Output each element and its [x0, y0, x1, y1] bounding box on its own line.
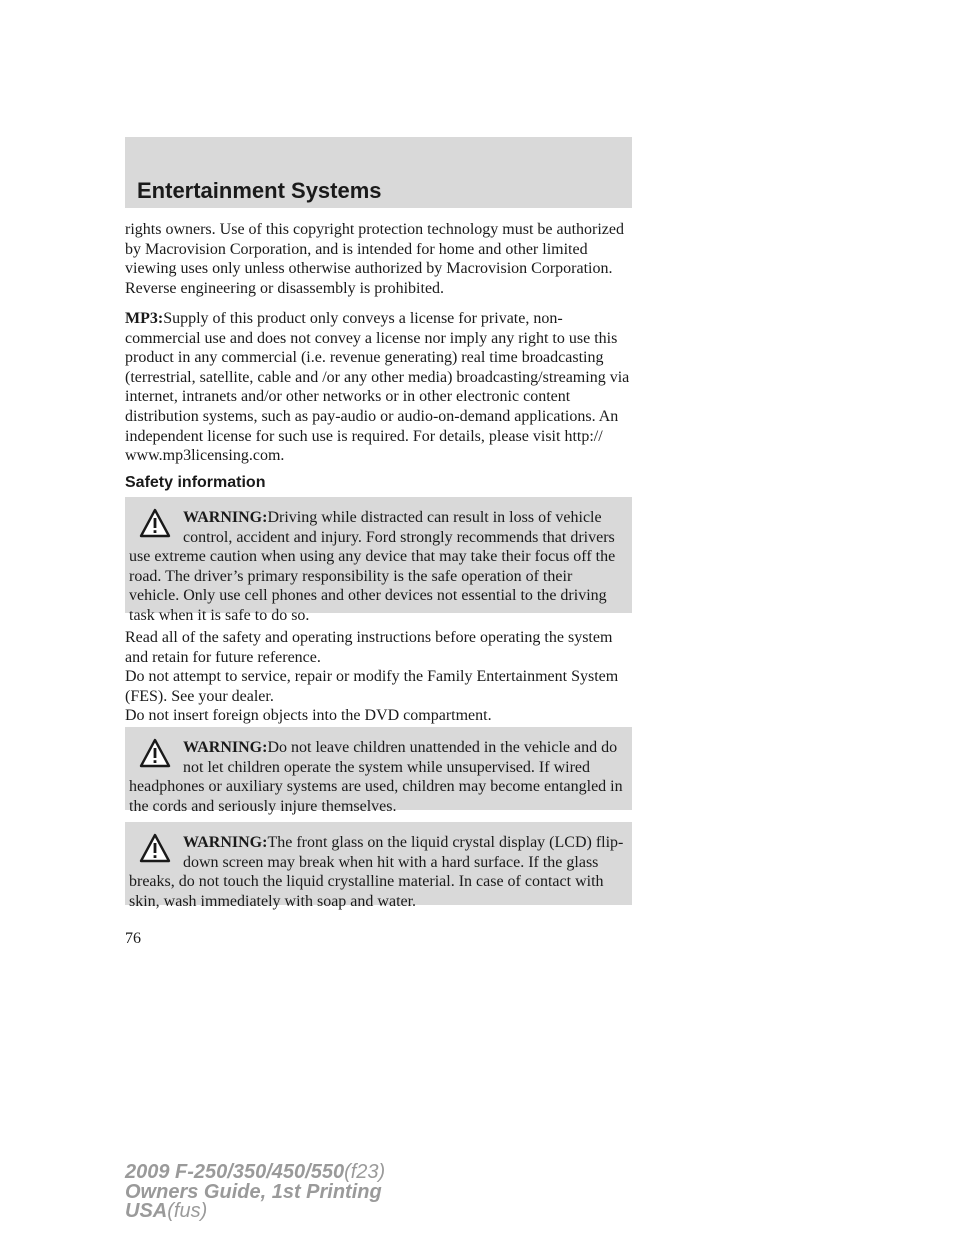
mp3-text: Supply of this product only conveys a license for private, non-commercial use and does not convey a license nor imply any right to use this product in any commercial (i.e. revenue generating) real time broadcasting (terrestrial, satellite, cable and /or any other media) broadcasting/streaming via internet, intranets and/or other networks or in other electronic content distribution systems, such as pay-audio or audio-on-demand applications. An independent license for such use is required. For details, please visit http:// www.mp3licensing.com. — [125, 310, 630, 465]
warning-box-distraction — [125, 497, 632, 624]
warning-text: Do not leave children unattended in the vehicle and do not let children operate the system while unsupervised. If wired headphones or auxiliary systems are used, children may become entangled in the cords and seriously injure themselves. — [129, 739, 623, 815]
warning-lead: WARNING: — [183, 834, 268, 851]
warning-text: The front glass on the liquid crystal display (LCD) flip-down screen may break when hit with a hard surface. If the glass breaks, do not touch the liquid crystalline material. In case of contact with skin, wash immediately with soap and water. — [129, 834, 624, 910]
footer-market-code: (fus) — [167, 1200, 208, 1222]
footer-model-code: (f23) — [344, 1161, 386, 1183]
warning-lead: WARNING: — [183, 739, 268, 756]
mp3-paragraph — [125, 309, 635, 466]
safety-heading: Safety information — [125, 474, 266, 491]
warning-lead: WARNING: — [183, 509, 268, 526]
mp3-lead: MP3: — [125, 310, 164, 327]
footer-market: USA — [125, 1200, 168, 1222]
paragraph-text: Read all of the safety and operating instructions before operating the system and retain for future reference. — [125, 629, 613, 666]
print-footer — [125, 1163, 385, 1222]
paragraph-dvd — [125, 706, 635, 726]
warning-box-children — [125, 727, 632, 815]
paragraph-service — [125, 667, 635, 706]
page-number: 76 — [125, 930, 141, 947]
warning-triangle-icon — [139, 508, 171, 538]
warning-triangle-icon — [139, 833, 171, 863]
footer-edition: Owners Guide, 1st Printing — [125, 1180, 382, 1203]
warning-box-lcd-glass — [125, 822, 632, 910]
intro-text: rights owners. Use of this copyright protection technology must be authorized by Macrovision Corporation, and is intended for home and other limited viewing uses only unless otherwise authorized by Macrovision Corporation. Reverse engineering or disassembly is prohibited. — [125, 221, 625, 297]
intro-paragraph — [125, 220, 635, 298]
warning-triangle-icon — [139, 738, 171, 768]
paragraph-text: Do not insert foreign objects into the DVD compartment. — [125, 707, 492, 724]
warning-text: Driving while distracted can result in loss of vehicle control, accident and injury. Ford strongly recommends that drivers use extreme caution when using any device that may take their focus off the road. The driver’s primary responsibility is the safe operation of their vehicle. Only use cell phones and other devices not essential to the driving task when it is safe to do so. — [129, 509, 616, 624]
section-title: Entertainment Systems — [137, 178, 382, 203]
paragraph-read-instructions — [125, 628, 635, 667]
paragraph-text: Do not attempt to service, repair or modify the Family Entertainment System (FES). See your dealer. — [125, 668, 619, 705]
footer-model: 2009 F-250/350/450/550 — [125, 1161, 345, 1183]
